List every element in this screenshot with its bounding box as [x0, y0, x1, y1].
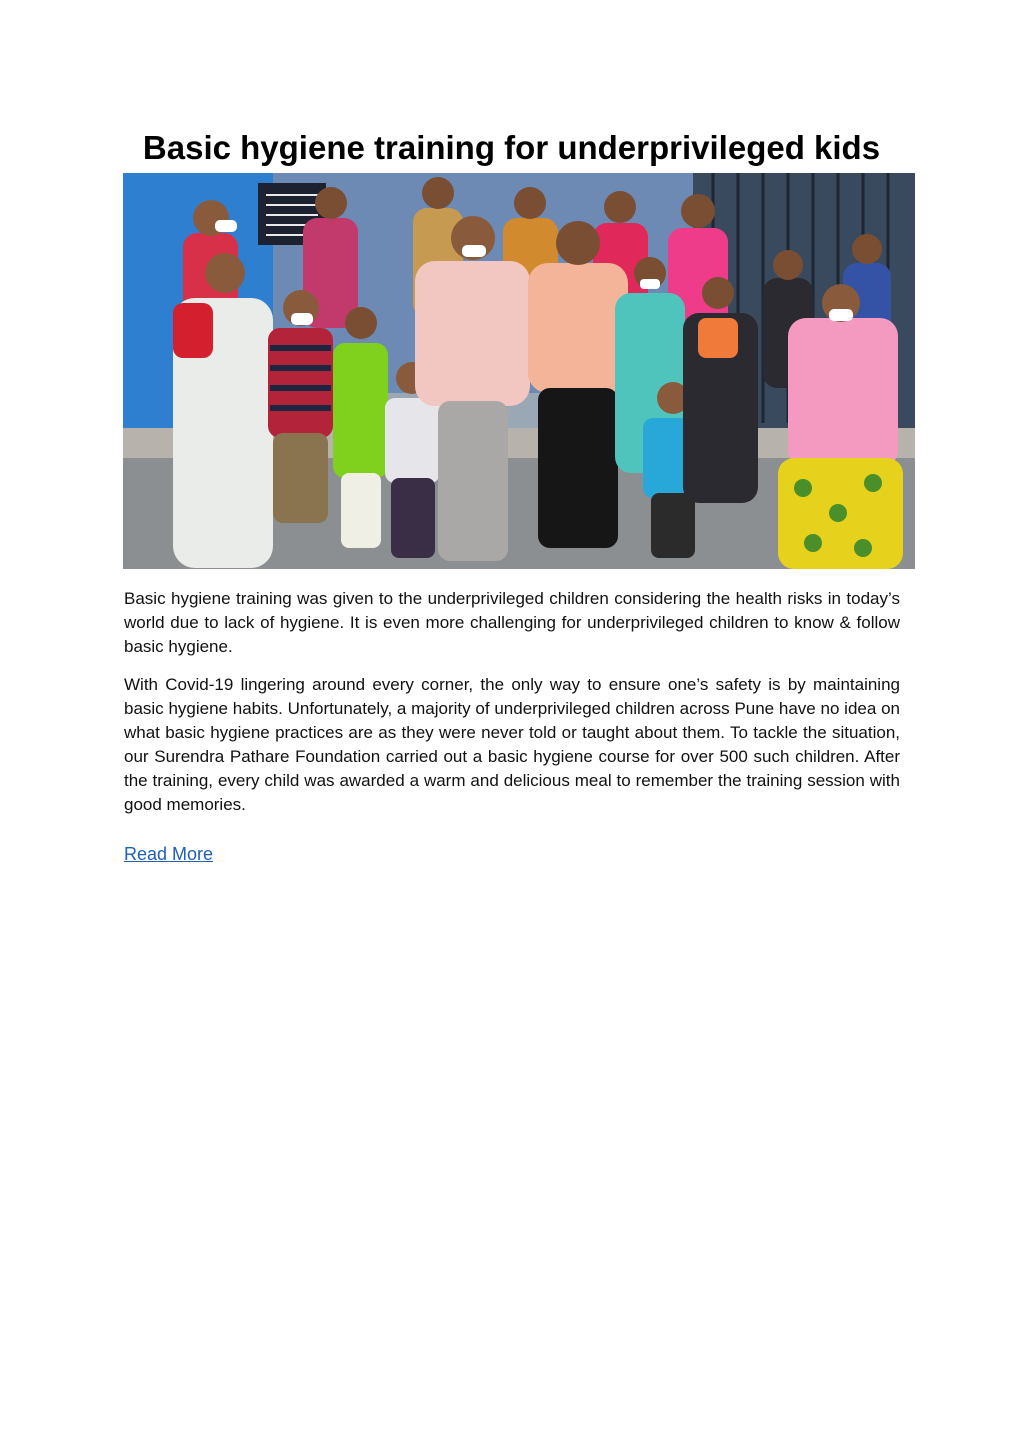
read-more-link[interactable]: Read More	[124, 844, 214, 864]
paragraph-2: With Covid-19 lingering around every corner, the only way to ensure one’s safety is by maintaining basic hygiene habits. Unfortunately, a majority of underprivileged children across Pune have no idea on what basic hygiene practices are as they were never told or taught about them. To tackle the situation, our Surendra Pathare Foundation carried out a basic hygiene course for over 500 such children. After the training, every child was awarded a warm and delicious meal to remember the training session with good memories.	[124, 675, 900, 814]
page-title: Basic hygiene training for underprivileged kids	[142, 129, 881, 166]
group-photo	[123, 173, 915, 569]
paragraph-1: Basic hygiene training was given to the underprivileged children considering the health risks in today’s world due to lack of hygiene. It is even more challenging for underprivileged children to know & follow basic hygiene.	[124, 589, 900, 656]
